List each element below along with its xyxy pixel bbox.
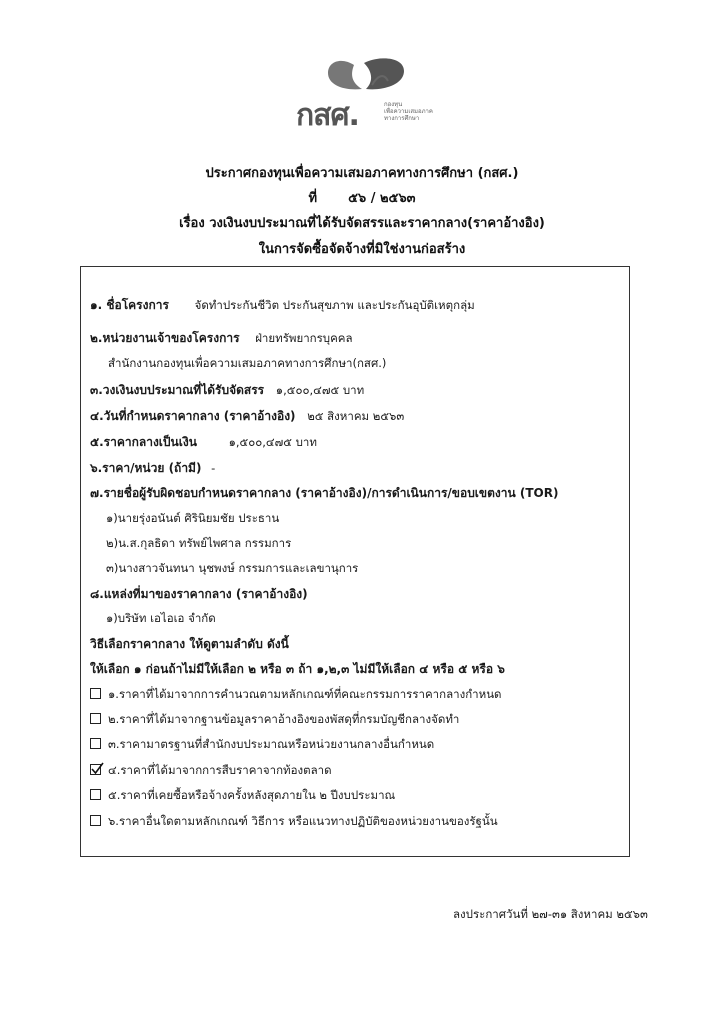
median-price-value: ๑,๕๐๐,๔๗๕ บาท <box>228 435 317 449</box>
project-row <box>90 296 475 315</box>
announcement-date: ลงประกาศวันที่ ๒๗-๓๑ สิงหาคม ๒๕๖๓ <box>453 907 648 921</box>
median-price-label: ๕.ราคากลางเป็นเงิน <box>90 435 197 449</box>
agency-label: ๒.หน่วยงานเจ้าของโครงการ <box>90 331 240 345</box>
committee-member: ๒)น.ส.กุลธิดา ทรัพย์ไพศาล กรรมการ <box>106 536 292 550</box>
number-value: ๕๖ / ๒๕๖๓ <box>348 191 416 206</box>
committee-label: ๗.รายชื่อผู้รับผิดชอบกำหนดราคากลาง (ราคาอ้างอิง)/การดำเนินการ/ขอบเขตงาน (TOR) <box>90 486 559 500</box>
agency-org: สำนักงานกองทุนเพื่อความเสมอภาคทางการศึกษา(กสศ.) <box>108 356 387 370</box>
option-checkbox[interactable] <box>90 789 101 800</box>
option-row <box>90 711 459 729</box>
option-label: ๕.ราคาที่เคยซื้อหรือจ้างครั้งหลังสุดภายใน ๒ ปีงบประมาณ <box>108 788 396 802</box>
committee-member: ๑)นายรุ่งอนันต์ ศิรินิยมชัย ประธาน <box>106 511 280 525</box>
option-row <box>90 813 498 831</box>
project-value: จัดทำประกันชีวิต ประกันสุขภาพ และประกันอุบัติเหตุกลุ่ม <box>194 298 475 312</box>
option-row <box>90 736 434 754</box>
logo-subtitle: กองทุน เพื่อความเสมอภาค ทางการศึกษา <box>384 101 433 122</box>
date-row <box>90 407 404 426</box>
date-label: ๔.วันที่กำหนดราคากลาง (ราคาอ้างอิง) <box>90 409 296 423</box>
checkmark-icon <box>90 762 104 776</box>
method-rule: ให้เลือก ๑ ก่อนถ้าไม่มีให้เลือก ๒ หรือ ๓ ถ้า ๑,๒,๓ ไม่มีให้เลือก ๔ หรือ ๕ หรือ ๖ <box>90 662 505 676</box>
committee-member: ๓)นางสาวจันทนา นุชพงษ์ กรรมการและเลขานุการ <box>106 561 359 575</box>
median-price-row <box>90 433 317 452</box>
document-subject: เรื่อง วงเงินงบประมาณที่ได้รับจัดสรรและราคากลาง(ราคาอ้างอิง) <box>179 216 545 231</box>
price-source-value: ๑)บริษัท เอไอเอ จำกัด <box>106 611 216 625</box>
option-row <box>90 787 395 805</box>
budget-value: ๑,๕๐๐,๔๗๕ บาท <box>275 383 365 397</box>
option-checkbox[interactable] <box>90 688 101 699</box>
agency-row <box>90 329 353 348</box>
option-label: ๔.ราคาที่ได้มาจากการสืบราคาจากท้องตลาด <box>108 763 332 777</box>
document-subject-line2: ในการจัดซื้อจัดจ้างที่มิใช่งานก่อสร้าง <box>258 242 466 257</box>
option-label: ๓.ราคามาตรฐานที่สำนักงบประมาณหรือหน่วยงานกลางอื่นกำหนด <box>108 737 435 751</box>
unit-price-row <box>90 459 215 478</box>
logo-text: กสศ. <box>296 98 359 133</box>
project-label: ๑. ชื่อโครงการ <box>90 298 169 312</box>
option-label: ๑.ราคาที่ได้มาจากการคำนวณตามหลักเกณฑ์ที่คณะกรรมการราคากลางกำหนด <box>108 687 502 701</box>
price-source-label: ๘.แหล่งที่มาของราคากลาง (ราคาอ้างอิง) <box>90 587 308 601</box>
option-row <box>90 762 332 780</box>
option-checkbox-checked[interactable] <box>90 764 101 775</box>
budget-label: ๓.วงเงินงบประมาณที่ได้รับจัดสรร <box>90 383 265 397</box>
unit-price-value: - <box>211 461 216 475</box>
budget-row <box>90 381 364 400</box>
date-value: ๒๕ สิงหาคม ๒๕๖๓ <box>307 409 405 423</box>
option-label: ๒.ราคาที่ได้มาจากฐานข้อมูลราคาอ้างอิงของพัสดุที่กรมบัญชีกลางจัดทำ <box>108 712 460 726</box>
option-checkbox[interactable] <box>90 815 101 826</box>
unit-price-label: ๖.ราคา/หน่วย (ถ้ามี) <box>90 461 202 475</box>
document-number <box>0 187 724 208</box>
document-title: ประกาศกองทุนเพื่อความเสมอภาคทางการศึกษา (กสศ.) <box>205 166 519 181</box>
option-checkbox[interactable] <box>90 738 101 749</box>
number-label: ที่ <box>308 191 318 206</box>
option-checkbox[interactable] <box>90 713 101 724</box>
agency-value: ฝ่ายทรัพยากรบุคคล <box>255 331 353 345</box>
option-label: ๖.ราคาอื่นใดตามหลักเกณฑ์ วิธีการ หรือแนวทางปฏิบัติของหน่วยงานของรัฐนั้น <box>108 814 498 828</box>
method-title: วิธีเลือกราคากลาง ให้ดูตามลำดับ ดังนี้ <box>90 637 289 651</box>
option-row <box>90 686 502 704</box>
